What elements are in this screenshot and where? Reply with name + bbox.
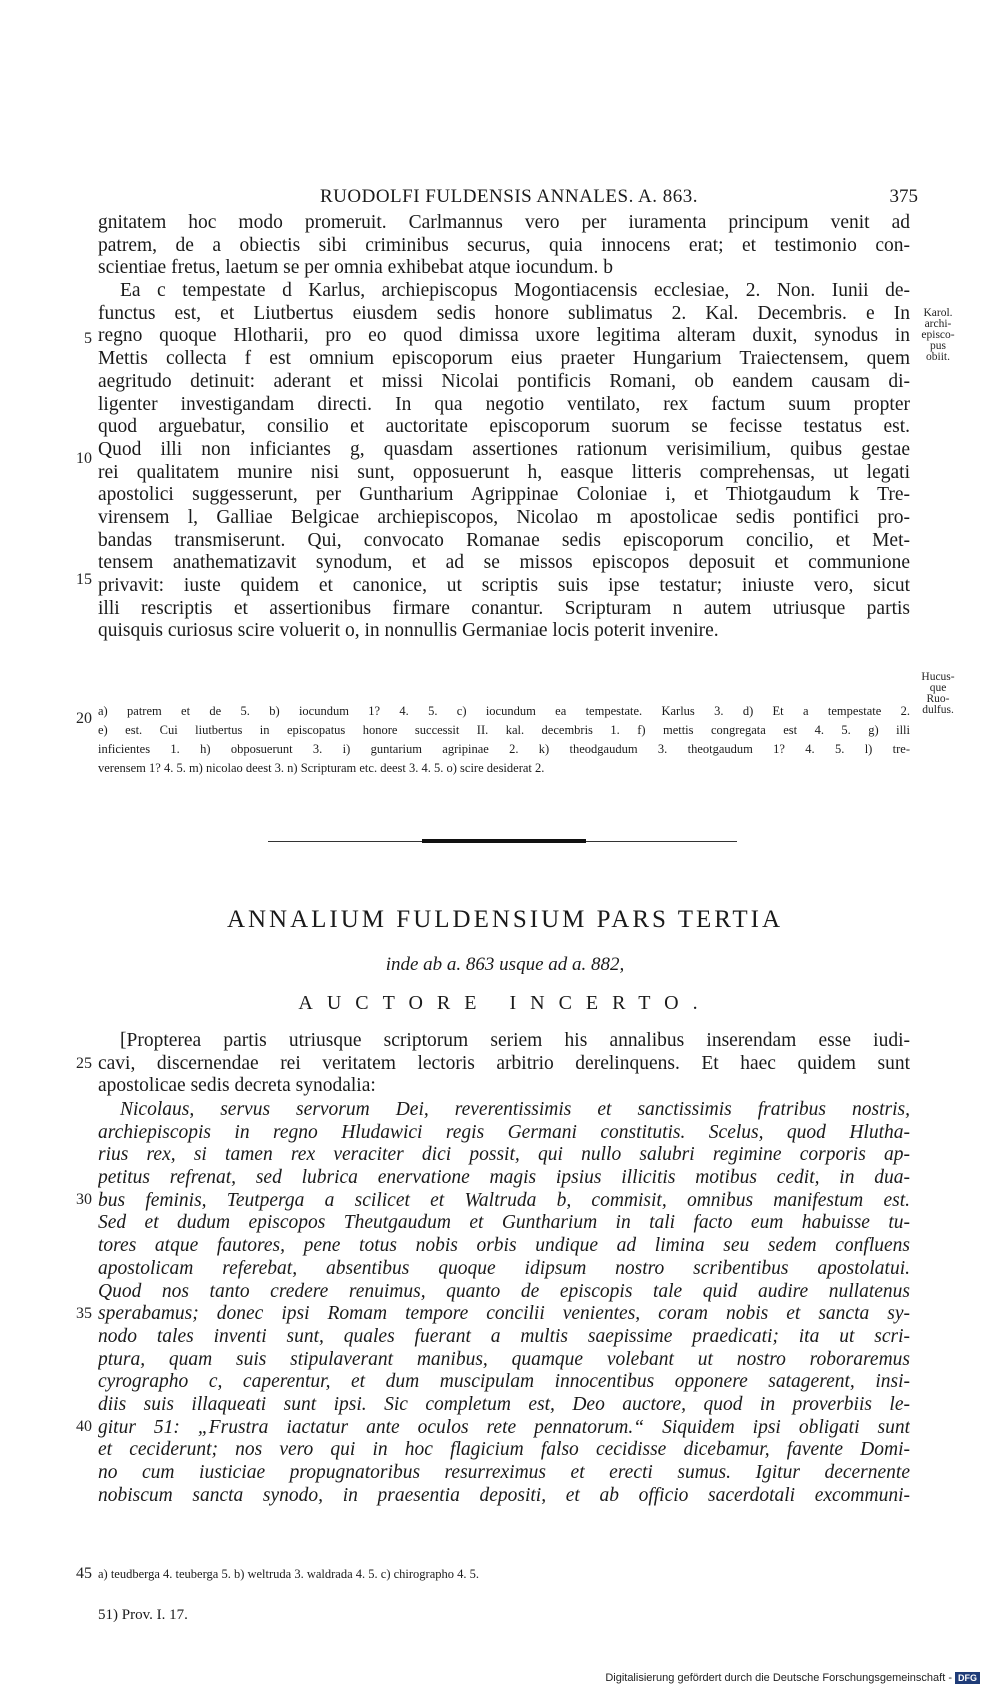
line-number: 25 [76, 1055, 92, 1072]
text-line: patrem, de a obiectis sibi criminibus securus, quia innocens erat; et testimonio con- [98, 234, 910, 256]
line-number: 20 [76, 710, 92, 727]
text-line: scientiae fretus, laetum se per omnia exhibebat atque iocundum. b [98, 257, 613, 279]
text-line: Quod nos tanto credere renuimus, quanto de episcopis tale quid audire nullatenus [98, 1280, 910, 1302]
section-title: ANNALIUM FULDENSIUM PARS TERTIA [226, 906, 784, 933]
dfg-logo: DFG [955, 1672, 980, 1684]
footnote-line: a) patrem et de 5. b) iocundum 1? 4. 5. c) iocundum ea tempestate. Karlus 3. d) Et a tempestate 2. [98, 704, 910, 718]
text-line: Mettis collecta f est omnium episcoporum eius praeter Hungarium Traiectensem, quem [98, 348, 910, 370]
text-line: ligenter investigandam directi. In qua negotio ventilato, rex factum suum propter [98, 393, 910, 415]
text-line: petitus refrenat, sed lubrica enervatione magis ipsius illicitis motibus cedit, in dua- [98, 1167, 910, 1189]
text-line: nodo tales inventi sunt, quales fuerant a multis saepissime praedicati; ita ut scri- [98, 1325, 910, 1347]
text-line: functus est, et Liutbertus eiusdem sedis honore sublimatus 2. Kal. Decembris. e In [98, 302, 910, 324]
text-line: gitur 51: „Frustra iactatur ante oculos rete pennatorum.“ Siquidem ipsi obligati sunt [98, 1416, 910, 1438]
text-line: Sed et dudum episcopos Theutgaudum et Guntharium in tali facto eum habuisse tu- [98, 1212, 910, 1234]
text-line: aegritudo detinuit: aderant et missi Nicolai pontificis Romani, ob eandem causam di- [98, 370, 910, 392]
running-title: RUODOLFI FULDENSIS ANNALES. A. 863. [320, 186, 698, 207]
text-line: et ceciderunt; nos vero qui in hoc flagicium falso cecidisse dicebamur, favente Domi- [98, 1439, 910, 1461]
text-line: diis suis illaqueati sunt ipsi. Sic completum est, Deo auctore, quod in proverbiis le- [98, 1393, 910, 1415]
footnote-line: e) est. Cui liutbertus in episcopatus honore successit II. kal. decembris 1. f) mettis congregata est 4. 5. g) illi [98, 723, 910, 737]
line-number: 15 [76, 571, 92, 588]
line-number: 10 [76, 450, 92, 467]
line-number: 40 [76, 1418, 92, 1435]
text-line: virensem l, Galliae Belgicae archiepiscopos, Nicolao m apostolicae sedis pontifici pro- [98, 506, 910, 528]
text-line: gnitatem hoc modo promeruit. Carlmannus vero per iuramenta principum venit ad [98, 212, 910, 233]
section2-text [98, 1030, 910, 1098]
text-line: nobiscum sancta synodo, in praesentia depositi, et ab officio sacerdotali excommuni- [98, 1484, 910, 1506]
text-line: [Propterea partis utriusque scriptorum seriem his annalibus inserendam esse iudi- [120, 1030, 910, 1051]
text-line: illi rescriptis et assertionibus firmare conantur. Scripturam n autem utriusque partis [98, 597, 910, 619]
margin-note-karol: Karol. archi- episco- pus obiit. [921, 307, 955, 363]
text-line: tores atque fautores, pene totus nobis orbis undique ad limina seu sedem confluens [98, 1235, 910, 1257]
text-line: quisquis curiosus scire voluerit o, in nonnullis Germaniae locis poterit invenire. [98, 620, 719, 642]
footnote-line: a) teudberga 4. teuberga 5. b) weltruda 3. waldrada 4. 5. c) chirographo 4. 5. [98, 1567, 479, 1581]
bible-reference: 51) Prov. I. 17. [98, 1607, 188, 1623]
text-line: rius rex, si tamen rex veraciter dici possit, qui nullo salubri regimine corporis ap- [98, 1144, 910, 1166]
footnote-line: inficientes 1. h) obposuerunt 3. i) guntarium agripinae 2. k) theodgaudum 3. theotgaudum 1? 4. 5. l) tre- [98, 742, 910, 756]
page-number: 375 [889, 186, 918, 207]
text-line: sperabamus; donec ipsi Romam tempore concilii venientes, coram nobis et sancta sy- [98, 1303, 910, 1325]
text-line: cyrographo c, caperentur, et dum muscipulam innocentibus opponere satagerent, insi- [98, 1371, 910, 1393]
text-line: bus feminis, Teutperga a scilicet et Waltruda b, commisit, omnibus manifestum est. [98, 1189, 910, 1211]
footer-text: Digitalisierung gefördert durch die Deutsche Forschungsgemeinschaft - [605, 1672, 952, 1684]
section-divider-bar [422, 839, 586, 843]
text-line: apostolicam referebat, absentibus quoque idipsum nostro scribentibus apostolatui. [98, 1257, 910, 1279]
text-line: rei qualitatem munire nisi sunt, opposuerunt h, easque litteris comprehensas, ut legati [98, 461, 910, 483]
text-line: quod arguebatur, consilio et auctoritate episcoporum suorum se fecisse testatus est. [98, 416, 910, 438]
text-line: no cum iusticiae propugnatoribus resurreximus et erecti sumus. Igitur decernente [98, 1462, 910, 1483]
section1-text [98, 212, 910, 643]
text-line: cavi, discernendae rei veritatem lectoris arbitrio derelinquens. Et haec quidem sunt [98, 1052, 910, 1074]
text-line: regno quoque Hlotharii, pro eo quod dimissa uxore legitima alteram duxit, synodus in [98, 325, 910, 347]
margin-note-hucusque: Hucus- que Ruo- dulfus. [921, 671, 955, 716]
decree-text [98, 1099, 910, 1507]
footnotes-2 [98, 1565, 910, 1584]
text-line: Quod illi non inficiantes g, quasdam assertiones rationum verisimilium, quibus gestae [98, 438, 910, 460]
text-line: tensem anathematizavit synodum, et ad se missos episcopos deposuit et communione [98, 552, 910, 574]
section-subtitle: inde ab a. 863 usque ad a. 882, [385, 954, 625, 975]
running-header [100, 186, 918, 212]
digitization-footer [605, 1672, 980, 1684]
line-number: 45 [76, 1565, 92, 1582]
line-number: 35 [76, 1305, 92, 1322]
text-line: bandas transmiserunt. Qui, convocato Romanae sedis episcoporum concilio, et Met- [98, 529, 910, 551]
footnotes-1 [98, 702, 910, 778]
text-line: ptura, quam suis stipulaverant manibus, quamque volebant ut nostro roboraremus [98, 1348, 910, 1370]
text-line: apostolici suggesserunt, per Guntharium Agrippinae Coloniae i, et Thiotgaudum k Tre- [98, 484, 910, 506]
line-number: 5 [84, 330, 92, 347]
text-line: archiepiscopis in regno Hludawici regis Germani constitutis. Scelus, quod Hlutha- [98, 1121, 910, 1143]
text-line: privavit: iuste quidem et canonice, ut scriptis suis ipse testatur; iniuste vero, sicut [98, 575, 910, 596]
text-line: Ea c tempestate d Karlus, archiepiscopus Mogontiacensis ecclesiae, 2. Non. Iunii de- [120, 280, 910, 302]
section-author: AUCTORE INCERTO. [298, 992, 712, 1014]
footnote-line: verensem 1? 4. 5. m) nicolao deest 3. n) Scripturam etc. deest 3. 4. 5. o) scire desiderat 2. [98, 761, 545, 775]
text-line: Nicolaus, servus servorum Dei, reverentissimis et sanctissimis fratribus nostris, [120, 1099, 910, 1120]
text-line: apostolicae sedis decreta synodalia: [98, 1075, 376, 1097]
line-number: 30 [76, 1191, 92, 1208]
